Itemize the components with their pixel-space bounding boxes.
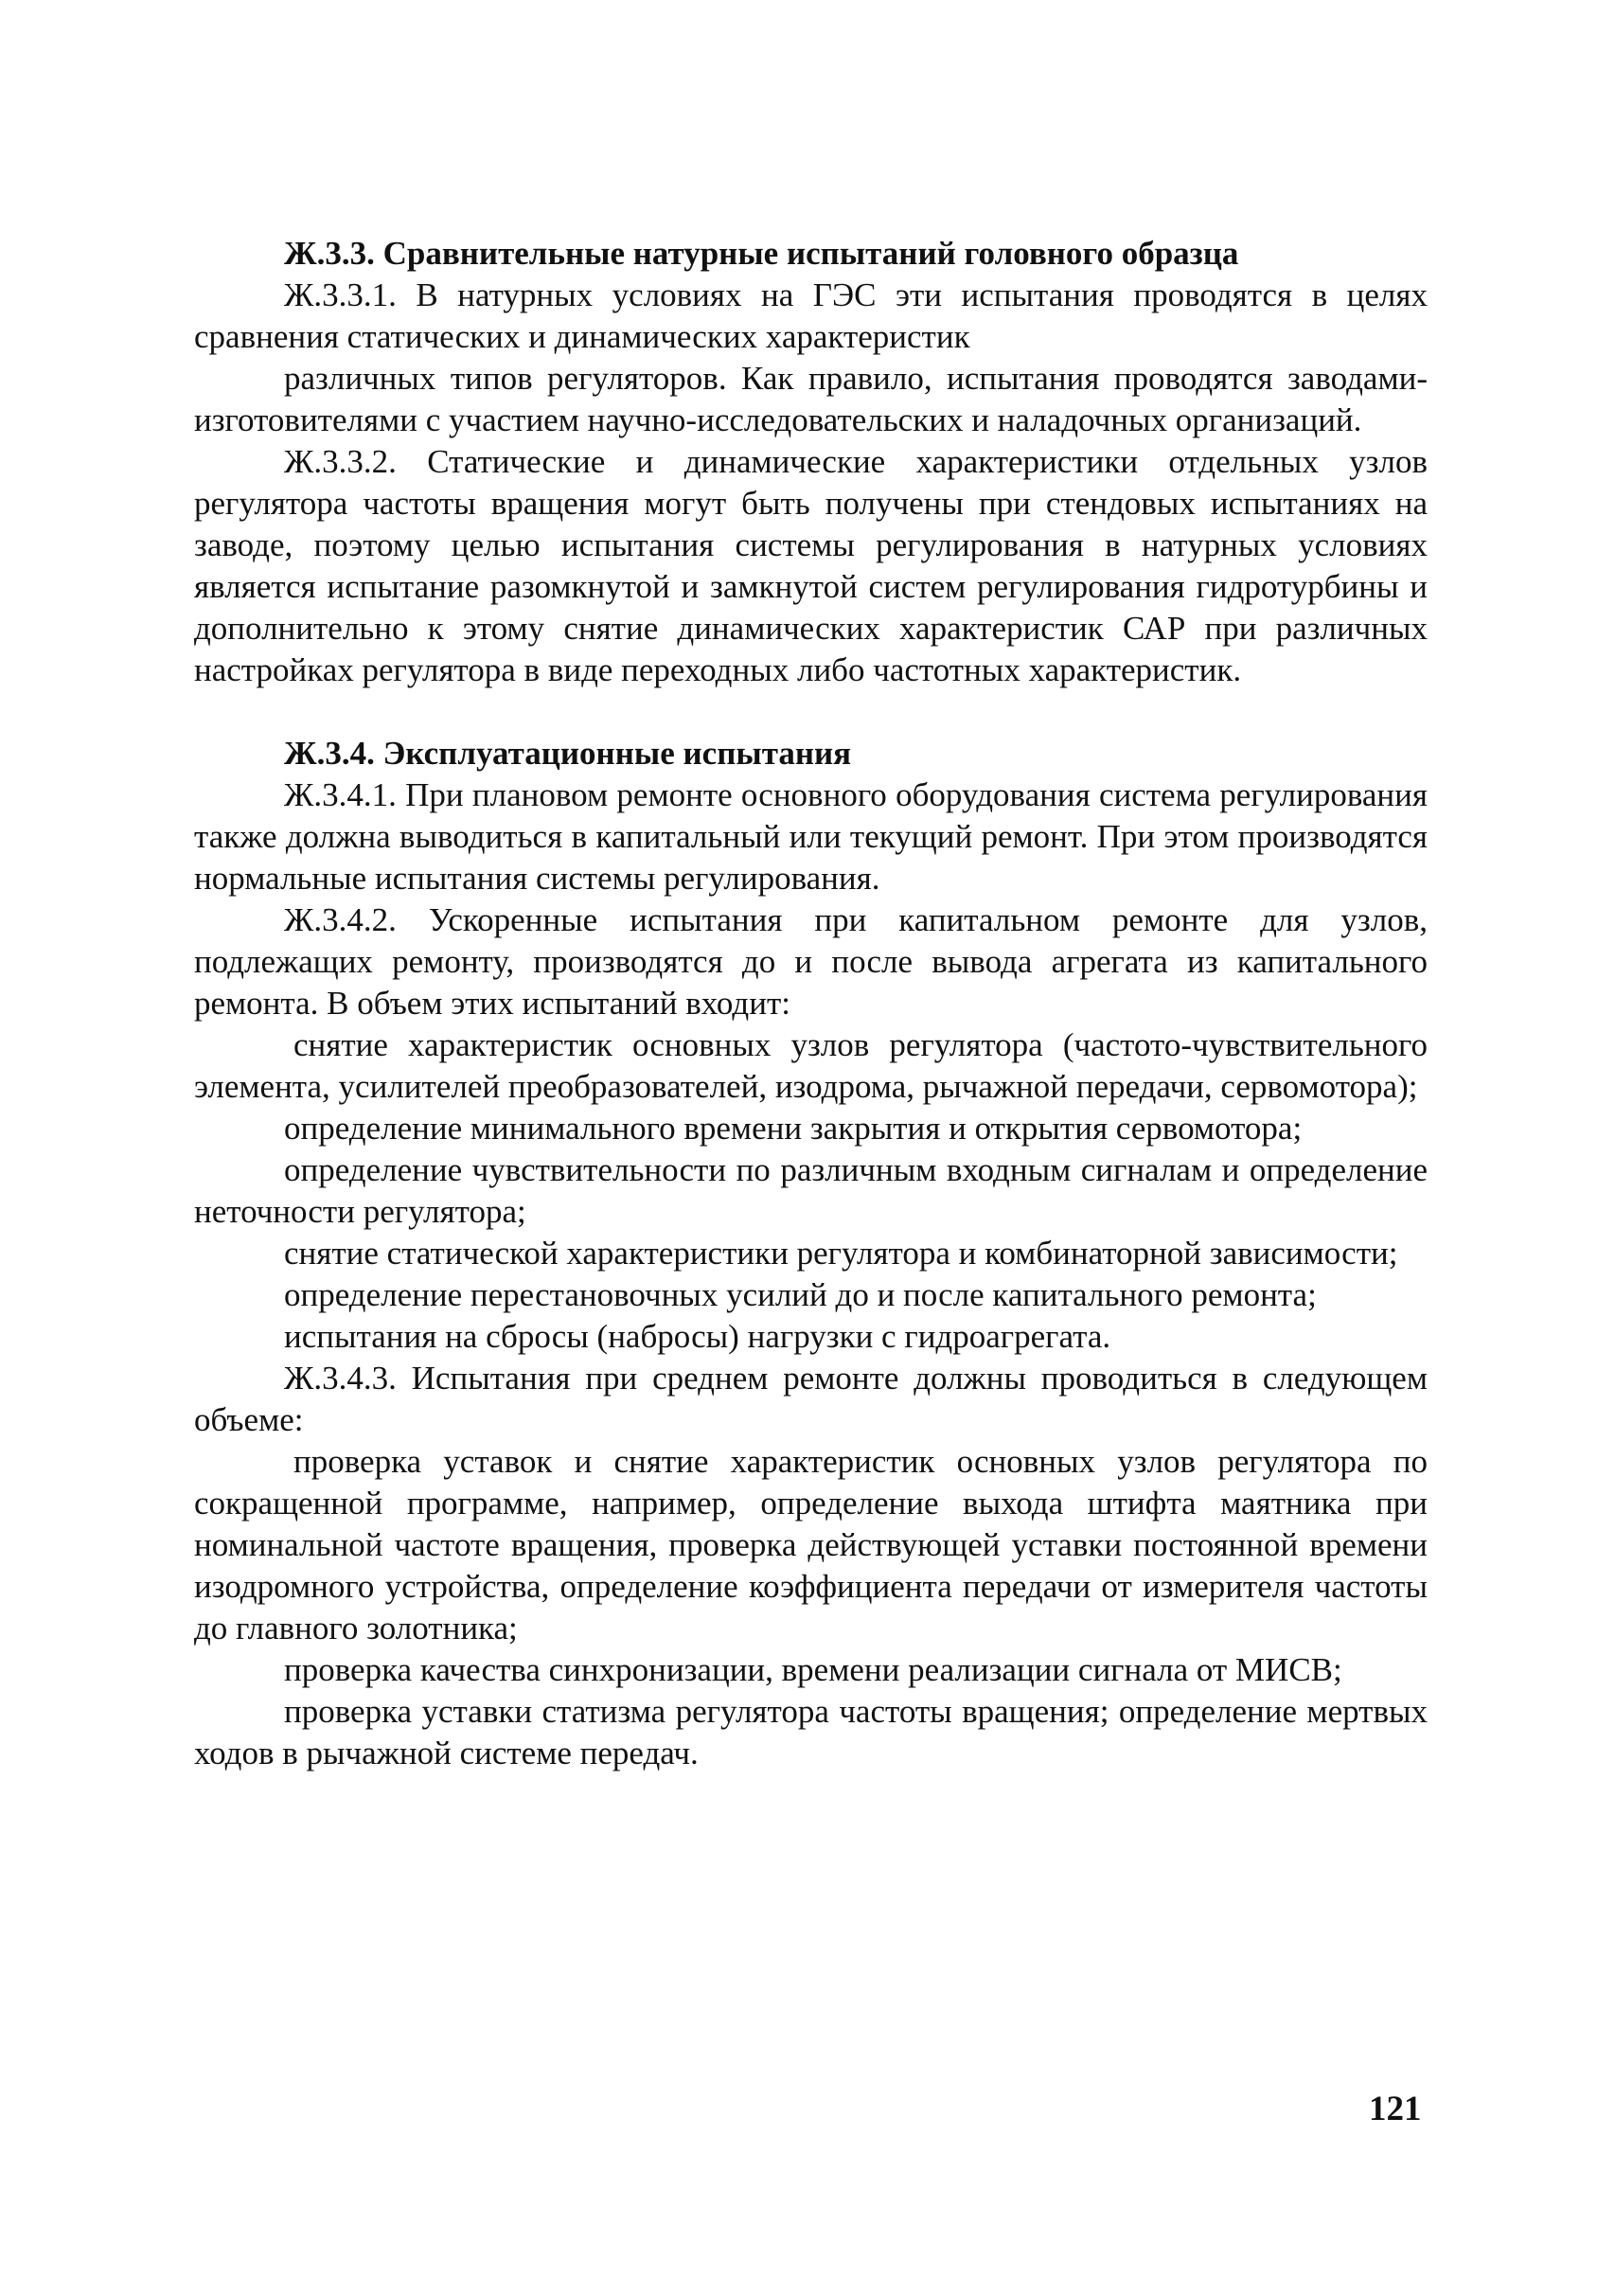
paragraph-3-4-3: Ж.3.4.3. Испытания при среднем ремонте должны проводиться в следующем объеме:: [194, 1360, 1428, 1438]
paragraph-3-4-1: Ж.3.4.1. При плановом ремонте основного оборудования система регулирования также должна выводиться в капитальный или текущий ремонт. При этом производятся нормальные испытания системы регулирования.: [194, 776, 1428, 897]
paragraph-3-3-1: Ж.3.3.1. В натурных условиях на ГЭС эти испытания проводятся в целях сравнения статических и динамических характеристик: [194, 276, 1428, 355]
list-item-load-rejection: испытания на сбросы (набросы) нагрузки с гидроагрегата.: [284, 1318, 1111, 1355]
list-item-synchronization: проверка качества синхронизации, времени реализации сигнала от МИСВ;: [284, 1651, 1342, 1688]
list-item-static-characteristic: снятие статической характеристики регулятора и комбинаторной зависимости;: [284, 1235, 1398, 1272]
section-heading-3-3: Ж.3.3. Сравнительные натурные испытаний головного образца: [284, 235, 1239, 272]
list-item-min-time: определение минимального времени закрытия и открытия сервомотора;: [284, 1110, 1303, 1147]
page-number: 121: [1369, 2090, 1422, 2128]
section-heading-3-4: Ж.3.4. Эксплуатационные испытания: [284, 735, 852, 772]
paragraph-3-4-2: Ж.3.4.2. Ускоренные испытания при капитальном ремонте для узлов, подлежащих ремонту, производятся до и после вывода агрегата из капитального ремонта. В объем этих испытаний входит:: [194, 901, 1428, 1022]
list-item-characteristics: снятие характеристик основных узлов регулятора (частото-чувствительного элемента, усилителей преобразователей, изодрома, рычажной передачи, сервомотора);: [194, 1026, 1428, 1105]
list-item-sensitivity: определение чувствительности по различным входным сигналам и определение неточности регулятора;: [194, 1151, 1428, 1230]
paragraph-3-3-1-cont: различных типов регуляторов. Как правило, испытания проводятся заводами-изготовителями с участием научно-исследовательских и наладочных организаций.: [194, 360, 1428, 438]
list-item-forces: определение перестановочных усилий до и после капитального ремонта;: [284, 1276, 1317, 1313]
paragraph-3-3-2: Ж.3.3.2. Статические и динамические характеристики отдельных узлов регулятора частоты вращения могут быть получены при стендовых испытаниях на заводе, поэтому целью испытания системы регулирования в натурных условиях является испытание разомкнутой и замкнутой систем регулирования гидротурбины и дополнительно к этому снятие динамических характеристик САР при различных настройках регулятора в виде переходных либо частотных характеристик.: [194, 443, 1428, 688]
section-gap: [194, 691, 1428, 733]
document-body: [194, 233, 1428, 1774]
list-item-droop: проверка уставки статизма регулятора частоты вращения; определение мертвых ходов в рычажной системе передач.: [194, 1693, 1428, 1771]
list-item-settings-check: проверка уставок и снятие характеристик основных узлов регулятора по сокращенной программе, например, определение выхода штифта маятника при номинальной частоте вращения, проверка действующей уставки постоянной времени изодромного устройства, определение коэффициента передачи от измерителя частоты до главного золотника;: [194, 1443, 1428, 1646]
